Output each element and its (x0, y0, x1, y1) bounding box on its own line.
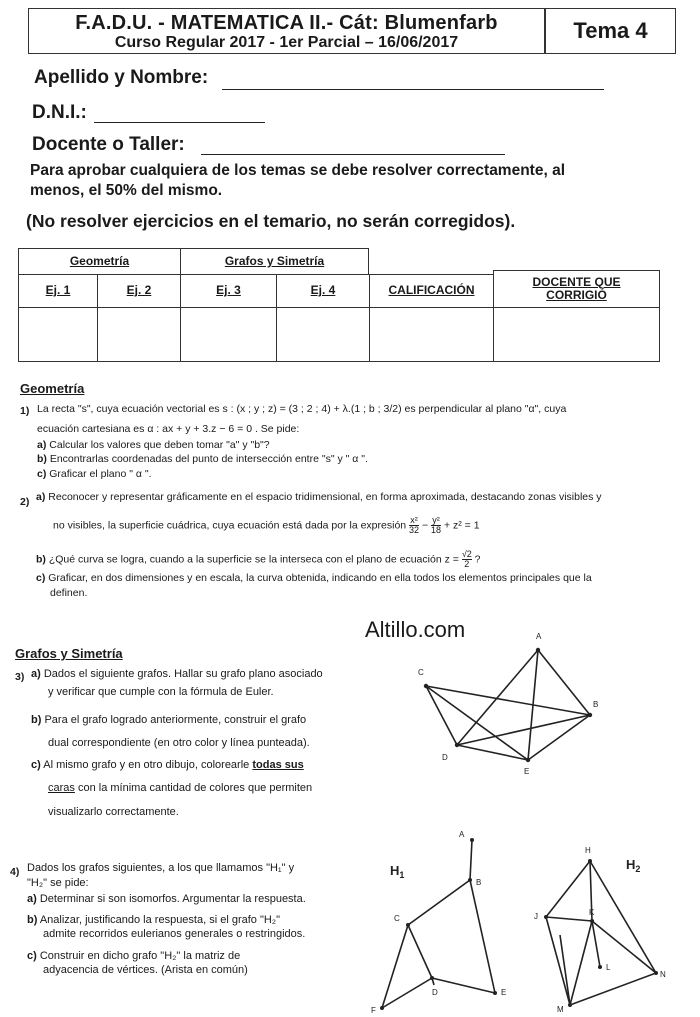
graphs-h1-h2 (370, 825, 690, 1015)
group-grafos: Grafos y Simetría (180, 248, 369, 275)
exam-header (28, 8, 676, 54)
q3-c-line1: c) Al mismo grafo y en otro dibujo, colorearle todas sus (31, 759, 304, 771)
q2-c-line1: c) Graficar, en dos dimensiones y en escala, la curva obtenida, indicando en ella todos los elementos principales que la (36, 572, 592, 584)
approval-instruction: Para aprobar cualquiera de los temas se debe resolver correctamente, al (30, 162, 565, 179)
q2-c-line2: definen. (50, 587, 88, 599)
q1-line2: ecuación cartesiana es α : ax + y + 3.z − 6 = 0 . Se pide: (37, 423, 300, 435)
g3-label-d: D (442, 753, 448, 762)
col-ej1: Ej. 1 (18, 274, 98, 308)
g3-label-b: B (593, 700, 599, 709)
docente-field-line[interactable] (201, 137, 505, 155)
col-ej4: Ej. 4 (276, 274, 370, 308)
g3-label-e: E (524, 767, 530, 776)
cell-ej3[interactable] (180, 307, 277, 362)
q1-line1: La recta "s", cuya ecuación vectorial es s : (x ; y ; z) = (3 ; 2 ; 4) + λ.(1 ; b ; 3/2) es perpendicular al plano "α", cuya (37, 403, 567, 415)
q4-line2: "H₂" se pide: (27, 877, 89, 889)
q3-a-line1: a) Dados el siguiente grafos. Hallar su grafo plano asociado (31, 668, 323, 680)
approval-instruction-2: menos, el 50% del mismo. (30, 182, 223, 199)
tema-number: Tema 4 (573, 18, 648, 43)
h1-node-f: F (371, 1006, 376, 1015)
q4-c-line1: c) Construir en dicho grafo "H₂" la matriz de (27, 950, 241, 962)
cell-ej1[interactable] (18, 307, 98, 362)
q1-a: a) Calcular los valores que deben tomar "a" y "b"? (37, 439, 270, 451)
h2-node-m: M (557, 1005, 564, 1014)
group-geometria: Geometría (18, 248, 181, 275)
name-field-line[interactable] (222, 72, 604, 90)
cell-docente[interactable] (493, 307, 660, 362)
q4-b-line1: b) Analizar, justificando la respuesta, si el grafo "H₂" (27, 914, 280, 926)
name-field-label: Apellido y Nombre: (34, 67, 209, 88)
q2-a-line1: a) Reconocer y representar gráficamente en el espacio tridimensional, en forma aproximada, destacando zonas visibles y (36, 491, 602, 503)
q4-c-line2: adyacencia de vértices. (Arista en común) (43, 964, 248, 976)
q1-c: c) Graficar el plano " α ". (37, 468, 152, 480)
q3-b-line2: dual correspondiente (en otro color y línea punteada). (48, 737, 310, 749)
grade-table (18, 248, 660, 365)
q4-number: 4) (10, 866, 20, 878)
q3-number: 3) (15, 671, 25, 683)
watermark: Altillo.com (365, 617, 466, 642)
col-calificacion: CALIFICACIÓN (369, 274, 494, 308)
q3-c-line2: caras con la mínima cantidad de colores que permiten (48, 782, 313, 794)
no-resolver-warning: (No resolver ejercicios en el temario, no serán corregidos). (26, 211, 516, 231)
q2-a-line2: no visibles, la superficie cuádrica, cuya ecuación está dada por la expresión $\frac{\text{x²}}{32}$ − $\frac{\text{y²}}{18}$ + z² = 1 (53, 515, 480, 535)
h1-node-c: C (394, 914, 400, 923)
h1-title: $H_1$ (390, 863, 405, 880)
dni-field-line[interactable] (94, 105, 265, 123)
q3-b-line1: b) Para el grafo logrado anteriormente, construir el grafo (31, 714, 307, 726)
q3-a-line2: y verificar que cumple con la fórmula de Euler. (48, 686, 274, 698)
graph-q3 (400, 630, 610, 780)
h1-node-e: E (501, 988, 507, 997)
cell-calificacion[interactable] (369, 307, 494, 362)
cell-ej2[interactable] (97, 307, 181, 362)
q2-number: 2) (20, 496, 30, 508)
q4-a: a) Determinar si son isomorfos. Argumentar la respuesta. (27, 893, 306, 905)
cell-ej4[interactable] (276, 307, 370, 362)
h1-node-a: A (459, 830, 465, 839)
section-grafos: Grafos y Simetría (15, 646, 123, 661)
docente-field-label: Docente o Taller: (32, 134, 185, 155)
h2-node-n: N (660, 970, 666, 979)
dni-field-label: D.N.I.: (32, 102, 87, 123)
h1-node-d: D (432, 988, 438, 997)
q2-b: b) ¿Qué curva se logra, cuando a la superficie se la interseca con el plano de ecuación z = $\frac{√2}{2}$ ? (36, 549, 481, 569)
h2-node-j: J (534, 912, 538, 921)
q4-b-line2: admite recorridos eulerianos generales o restringidos. (43, 928, 306, 940)
h1-node-b: B (476, 878, 482, 887)
section-geometria: Geometría (20, 381, 85, 396)
g3-label-a: A (536, 632, 542, 641)
h2-title: $H_2$ (626, 857, 641, 874)
g3-label-c: C (418, 668, 424, 677)
col-ej3: Ej. 3 (180, 274, 277, 308)
q4-line1: Dados los grafos siguientes, a los que llamamos "H₁" y (27, 862, 295, 874)
eq-frac-y: $\frac{\text{y²}}{18}$ (431, 515, 442, 535)
q1-number: 1) (20, 405, 30, 417)
header-subtitle: Curso Regular 2017 - 1er Parcial – 16/06/2017 (114, 34, 459, 51)
h2-node-h: H (585, 846, 591, 855)
q1-b: b) Encontrarlas coordenadas del punto de intersección entre "s" y " α ". (37, 453, 368, 465)
q3-c-line3: visualizarlo correctamente. (48, 806, 179, 818)
eq-frac-x: $\frac{\text{x²}}{32}$ (409, 515, 420, 535)
h2-node-l: L (606, 963, 611, 972)
h2-node-k: K (589, 908, 595, 917)
eq-frac-z: $\frac{√2}{2}$ (461, 549, 472, 569)
header-title: F.A.D.U. - MATEMATICA II.- Cát: Blumenfarb (75, 12, 498, 34)
col-docente: DOCENTE QUE CORRIGIÓ (493, 270, 660, 308)
col-ej2: Ej. 2 (97, 274, 181, 308)
